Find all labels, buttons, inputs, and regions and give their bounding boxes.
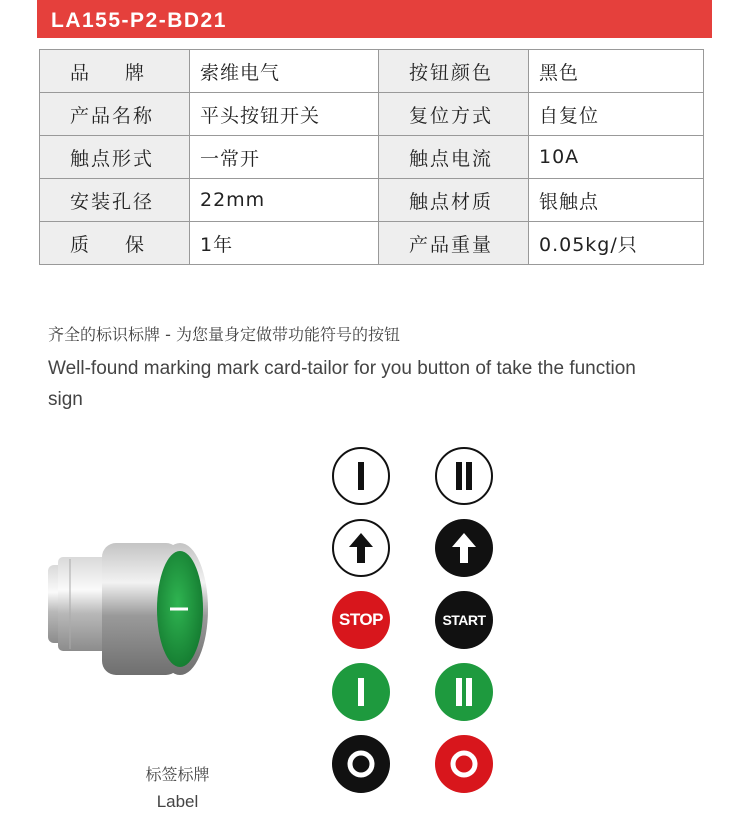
push-button-product-image: [40, 535, 220, 685]
spec-value: 自复位: [529, 93, 704, 136]
description-chinese: 齐全的标识标牌 - 为您量身定做带功能符号的按钮: [48, 325, 400, 344]
spec-value: 一常开: [190, 136, 379, 179]
symbol-ii-green-button: [435, 663, 493, 721]
stop-red-button: [332, 591, 390, 649]
start-label: START: [442, 612, 486, 628]
spec-label: 产品重量: [379, 222, 529, 265]
arrow-up-white-button: [332, 519, 390, 577]
spec-row: [40, 222, 704, 265]
spec-value: 平头按钮开关: [190, 93, 379, 136]
spec-value: 0.05kg/只: [529, 222, 704, 265]
label-caption-chinese: 标签标牌: [145, 765, 210, 784]
label-caption-english: Label: [156, 792, 199, 811]
spec-label: 安装孔径: [40, 179, 190, 222]
symbol-o-red-button: [435, 735, 493, 793]
symbol-i-green-button: [332, 663, 390, 721]
spec-label: 质保: [40, 222, 190, 265]
stop-label: STOP: [339, 610, 383, 629]
arrow-up-icon: [452, 533, 476, 563]
spec-label: 复位方式: [379, 93, 529, 136]
spec-value: 10A: [529, 136, 704, 179]
spec-row: [40, 93, 704, 136]
spec-label: 触点形式: [40, 136, 190, 179]
spec-value: 银触点: [529, 179, 704, 222]
spec-label: 按钮颜色: [379, 50, 529, 93]
spec-row: [40, 179, 704, 222]
spec-value: 索维电气: [190, 50, 379, 93]
symbol-o-black-button: [332, 735, 390, 793]
symbol-o-icon: [449, 749, 479, 779]
arrow-up-black-button: [435, 519, 493, 577]
start-black-button: [435, 591, 493, 649]
spec-value: 黑色: [529, 50, 704, 93]
symbol-i-icon: [356, 462, 366, 490]
spec-table: [39, 49, 704, 265]
symbol-ii-white-button: [435, 447, 493, 505]
symbol-ii-icon: [454, 678, 474, 706]
spec-row: [40, 136, 704, 179]
spec-row: [40, 50, 704, 93]
spec-value: 1年: [190, 222, 379, 265]
arrow-up-icon: [349, 533, 373, 563]
spec-label: 触点材质: [379, 179, 529, 222]
symbol-o-icon: [346, 749, 376, 779]
spec-label: 产品名称: [40, 93, 190, 136]
product-model-title: LA155-P2-BD21: [37, 0, 712, 38]
symbol-i-icon: [356, 678, 366, 706]
spec-label: 品牌: [40, 50, 190, 93]
symbol-ii-icon: [454, 462, 474, 490]
spec-label: 触点电流: [379, 136, 529, 179]
spec-value: 22mm: [190, 179, 379, 222]
description-english: Well-found marking mark card-tailor for you button of take the function sign: [48, 358, 636, 410]
symbol-i-white-button: [332, 447, 390, 505]
